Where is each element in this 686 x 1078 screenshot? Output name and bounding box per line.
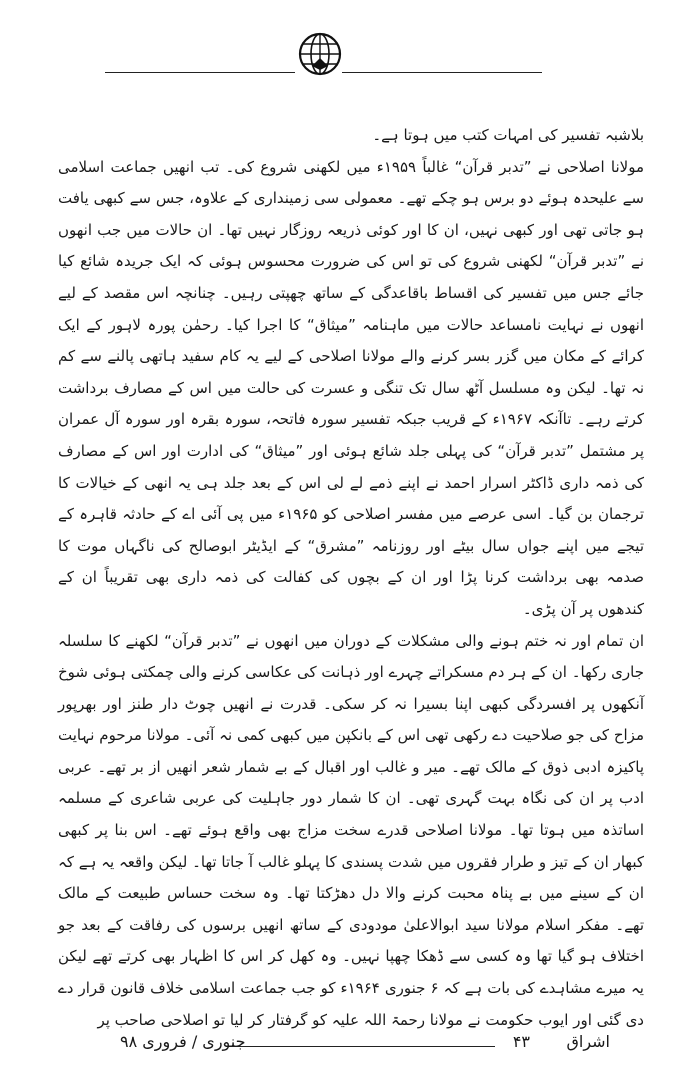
- page-number: ۴۳: [512, 1032, 530, 1051]
- page-footer: [60, 1032, 620, 1062]
- paragraph-3: ان تمام اور نہ ختم ہونے والی مشکلات کے دوران میں انھوں نے ”تدبر قرآن“ لکھنے کا سلسلہ جاری رکھا۔ ان کے ہر دم مسکراتے چہرے اور ذہانت کی عکاسی کرنے والی چمکتی ہوئی شوخ آنکھوں پر افسردگی کبھی اپنا بسیرا نہ کر سکی۔ قدرت نے انھیں چوٹ دار طنز اور بھرپور مزاح کی جو صلاحیت دے رکھی تھی اس کے بانکپن میں کبھی کمی نہ آئی۔ مولانا مرحوم نہایت پاکیزہ ادبی ذوق کے مالک تھے۔ میر و غالب اور اقبال کے بے شمار شعر انھیں از بر تھے۔ عربی ادب پر ان کی نگاہ بہت گہری تھی۔ ان کا شمار دور جاہلیت کی عربی شاعری کے مسلمہ اساتذہ میں ہوتا تھا۔ مولانا اصلاحی قدرے سخت مزاج بھی واقع ہوئے تھے۔ اس بنا پر کبھی کبھار ان کے تیز و طرار فقروں میں شدت پسندی کا پہلو غالب آ جاتا تھا۔ لیکن واقعہ یہ ہے کہ ان کے سینے میں بے پناہ محبت کرنے والا دل دھڑکتا تھا۔ وہ سخت حساس طبیعت کے مالک تھے۔ مفکر اسلام مولانا سید ابوالاعلیٰ مودودی کے ساتھ انھیں برسوں کی رفاقت کے بعد جو اختلاف ہو گیا تھا وہ کسی سے ڈھکا چھپا نہیں۔ وہ کھل کر اس کا اظہار بھی کرتے تھے لیکن یہ میرے مشاہدے کی بات ہے کہ ۶ جنوری ۱۹۶۴ء کو جب جماعت اسلامی خلاف قانون قرار دے دی گئی اور ایوب حکومت نے مولانا رحمۃ اللہ علیہ کو گرفتار کر لیا تو اصلاحی صاحب پر: [58, 631, 644, 1029]
- article-body: [58, 120, 644, 1036]
- paragraph-2: مولانا اصلاحی نے ”تدبر قرآن“ غالباً ۱۹۵۹ء میں لکھنی شروع کی۔ تب انھیں جماعت اسلامی سے علیحدہ ہوئے دو برس ہو چکے تھے۔ معمولی سی زمینداری کے علاوہ، جس سے کبھی یافت ہو جاتی تھی اور کبھی نہیں، ان کا اور کوئی ذریعہ روزگار نہیں تھا۔ ان حالات میں جب انھوں نے ”تدبر قرآن“ لکھنی شروع کی تو اس کی ضرورت محسوس ہوئی کہ ایک جریدہ شائع کیا جائے جس میں تفسیر کی اقساط باقاعدگی کے ساتھ چھپتی رہیں۔ چنانچہ اس مقصد کے لیے انھوں نے نہایت نامساعد حالات میں ماہنامہ ”میثاق“ کا اجرا کیا۔ رحمٰن پورہ لاہور کے ایک کرائے کے مکان میں گزر بسر کرنے والے مولانا اصلاحی کے لیے یہ کام سفید ہاتھی پالنے سے کم نہ تھا۔ لیکن وہ مسلسل آٹھ سال تک تنگی و عسرت کی حالت میں اس کے مصارف برداشت کرتے رہے۔ تاآنکہ ۱۹۶۷ء کے قریب جبکہ تفسیر سورہ فاتحہ، سورہ بقرہ اور سورہ آل عمران پر مشتمل ”تدبر قرآن“ کی پہلی جلد شائع ہوئی اور ”میثاق“ کی ادارت اور اس کے مصارف کی ذمہ داری ڈاکٹر اسرار احمد نے اپنے ذمے لے لی اس کے بعد جلد ہی یہ انھی کے خیالات کا ترجمان بن گیا۔ اسی عرصے میں مفسر اصلاحی کو ۱۹۶۵ء میں پی آئی اے کے حادثہ قاہرہ کے تیجے میں اپنے جواں سال بیٹے اور روزنامہ ”مشرق“ کے ایڈیٹر ابوصالح کی ناگہاں موت کا صدمہ بھی برداشت کرنا پڑا اور ان کے بچوں کی کفالت کی ذمہ داری بھی تقریباً ان کے کندھوں پر آن پڑی۔: [58, 157, 644, 618]
- header-rule-right: [342, 72, 542, 73]
- footer-rule: [230, 1046, 495, 1047]
- issue-date: جنوری / فروری ۹۸: [120, 1032, 246, 1051]
- journal-name: اشراق: [566, 1032, 610, 1051]
- globe-emblem-icon: [298, 32, 342, 76]
- page-header: [0, 0, 686, 80]
- header-rule-left: [105, 72, 295, 73]
- paragraph-1: بلاشبہ تفسیر کی امہات کتب میں ہوتا ہے۔: [372, 126, 644, 144]
